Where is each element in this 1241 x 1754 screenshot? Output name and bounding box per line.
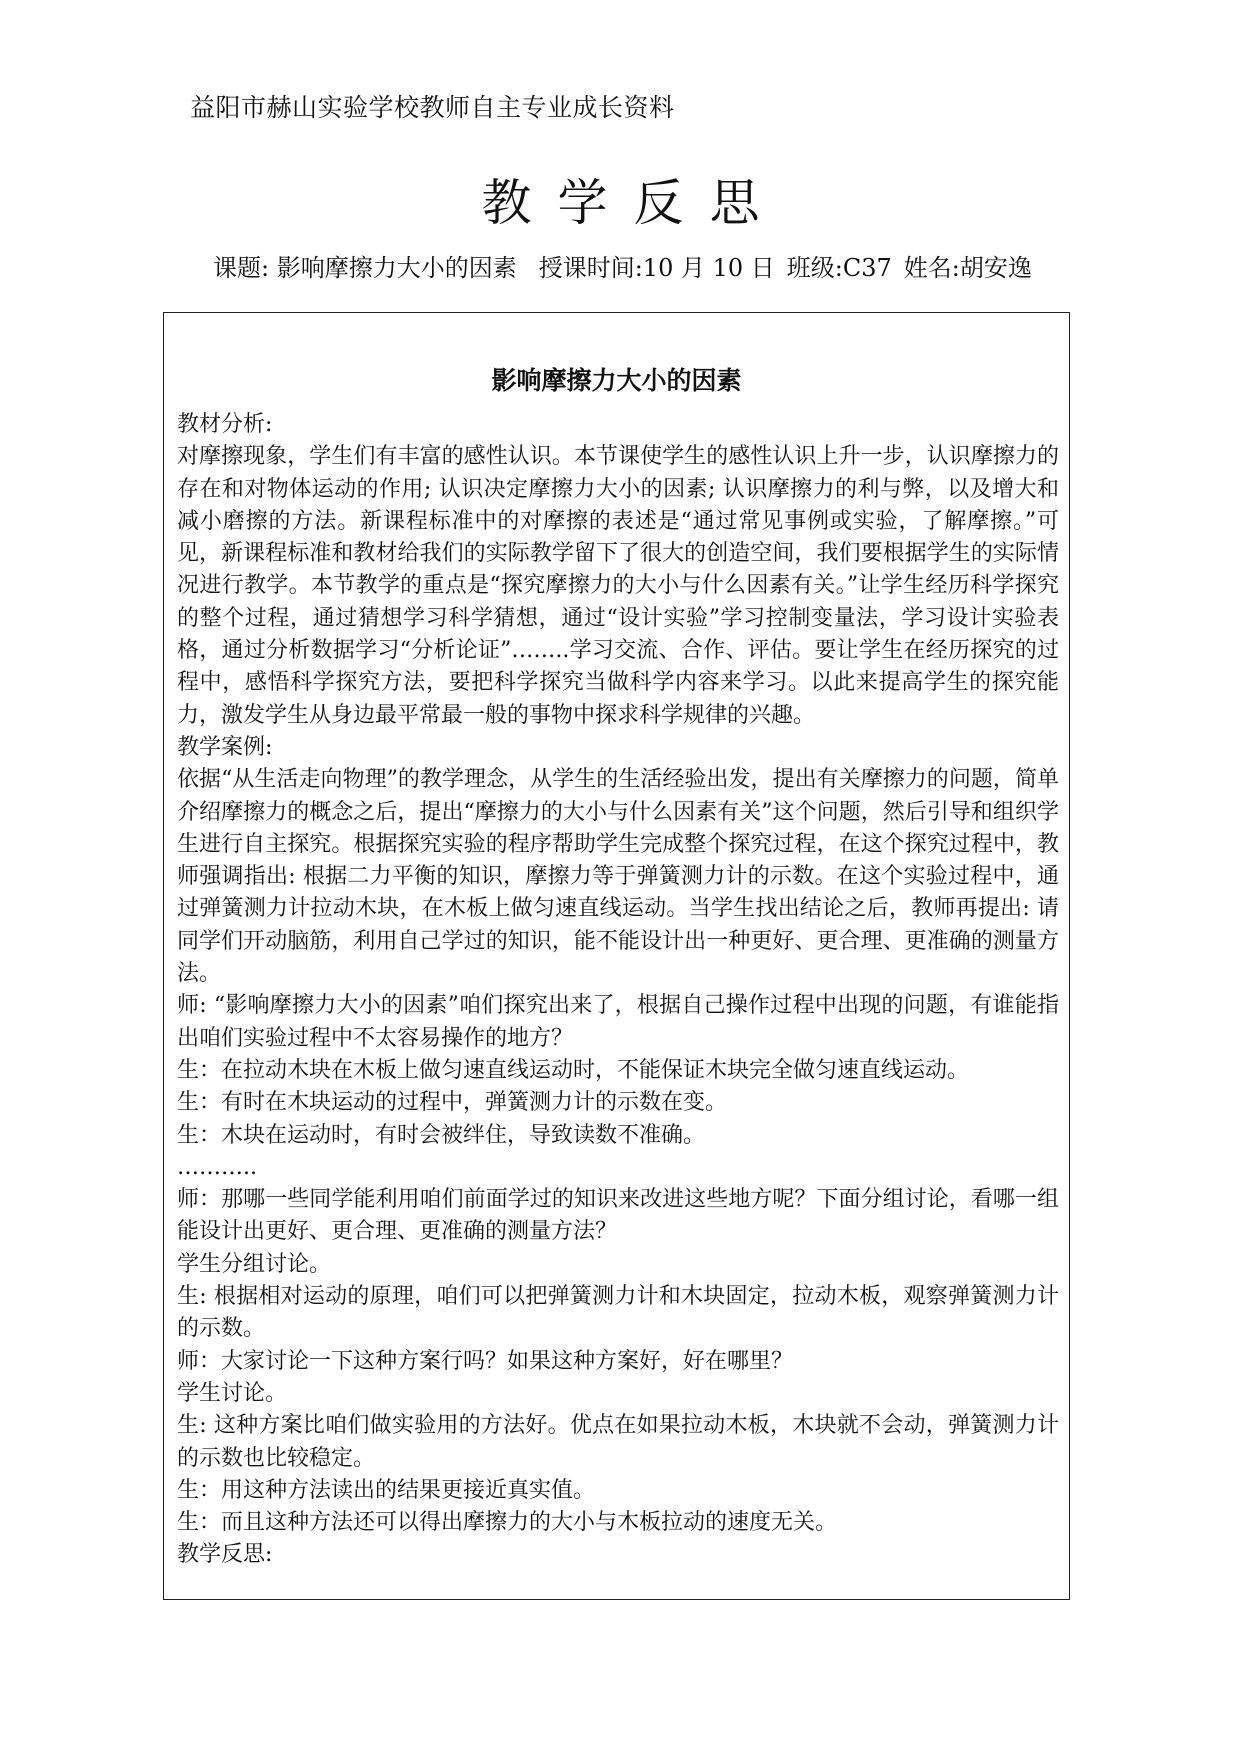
dialogue-line: 学生分组讨论。 [177,1251,332,1277]
dialogue-line: 学生讨论。 [177,1380,288,1406]
dialogue-line: 生：木块在运动时，有时会被绊住，导致读数不准确。 [177,1122,706,1148]
lesson-meta-line [213,248,1032,283]
lesson-topic: 课题: 影响摩擦力大小的因素 [213,254,517,282]
teacher-name: 姓名:胡安逸 [903,254,1032,282]
dialogue-line: 师：大家讨论一下这种方案行吗？如果这种方案好，好在哪里？ [177,1348,794,1374]
dialogue-line: 生：用这种方法读出的结果更接近真实值。 [177,1477,596,1503]
paragraph-case: 依据“从生活走向物理”的教学理念，从学生的生活经验出发，提出有关摩擦力的问题，简单介绍摩擦力的概念之后，提出“摩擦力的大小与什么因素有关”这个问题，然后引导和组织学生进行自主探究。根据探究实验的程序帮助学生完成整个探究过程，在这个探究过程中，教师强调指出: 根据二力平衡的知识，摩擦力等于弹簧测力计的示数。在这个实验过程中，通过弹簧测力计拉动木块，在木板上做匀速直线运动。当学生找出结论之后，教师再提出: 请同学们开动脑筋，利用自己学过的知识，能不能设计出一种更好、更合理、更准确的测量方法。 [177,767,1059,987]
dialogue-line: 师: “影响摩擦力大小的因素”咱们探究出来了，根据自己操作过程中出现的问题，有谁能指出咱们实验过程中不太容易操作的地方？ [177,993,1059,1051]
dialogue-line: 生：而且这种方法还可以得出摩擦力的大小与木板拉动的速度无关。 [177,1510,838,1536]
section-heading-analysis: 教材分析: [177,412,273,437]
lesson-time: 授课时间:10 月 10 日 [538,254,775,282]
section-heading-reflection: 教学反思: [177,1542,273,1568]
content-title: 影响摩擦力大小的因素 [491,366,742,395]
ellipsis-line: ……….. [177,1154,257,1180]
dialogue-line: 师：那哪一些同学能利用咱们前面学过的知识来改进这些地方呢？下面分组讨论，看哪一组能设计出更好、更合理、更准确的测量方法？ [177,1187,1059,1245]
reflection-content-box [163,312,1070,1600]
page-title: 教学反思 [481,174,786,232]
dialogue-line: 生：在拉动木块在木板上做匀速直线运动时，不能保证木块完全做匀速直线运动。 [177,1057,970,1083]
dialogue-line: 生：有时在木块运动的过程中，弹簧测力计的示数在变。 [177,1090,728,1116]
section-heading-case: 教学案例: [177,734,273,760]
dialogue-line: 生: 根据相对运动的原理，咱们可以把弹簧测力计和木块固定，拉动木板，观察弹簧测力计的示数。 [177,1284,1059,1342]
paragraph-analysis: 对摩擦现象，学生们有丰富的感性认识。本节课使学生的感性认识上升一步，认识摩擦力的存在和对物体运动的作用; 认识决定摩擦力大小的因素; 认识摩擦力的利与弊，以及增大和减小磨擦的方法。新课程标准中的对摩擦的表述是“通过常见事例或实验，了解摩擦。”可见，新课程标准和教材给我们的实际教学留下了很大的创造空间，我们要根据学生的实际情况进行教学。本节教学的重点是“探究摩擦力的大小与什么因素有关。”让学生经历科学探究的整个过程，通过猜想学习科学猜想，通过“设计实验”学习控制变量法，学习设计实验表格，通过分析数据学习“分析论证”……..学习交流、合作、评估。要让学生在经历探究的过程中，感悟科学探究方法，要把科学探究当做科学内容来学习。以此来提高学生的探究能力，激发学生从身边最平常最一般的事物中探求科学规律的兴趣。 [177,444,1059,728]
content-body [177,409,1059,1572]
lesson-class: 班级:C37 [786,254,892,282]
dialogue-line: 生: 这种方案比咱们做实验用的方法好。优点在如果拉动木板，木块就不会动，弹簧测力计的示数也比较稳定。 [177,1413,1059,1471]
school-header: 益阳市赫山实验学校教师自主专业成长资料 [190,93,675,122]
